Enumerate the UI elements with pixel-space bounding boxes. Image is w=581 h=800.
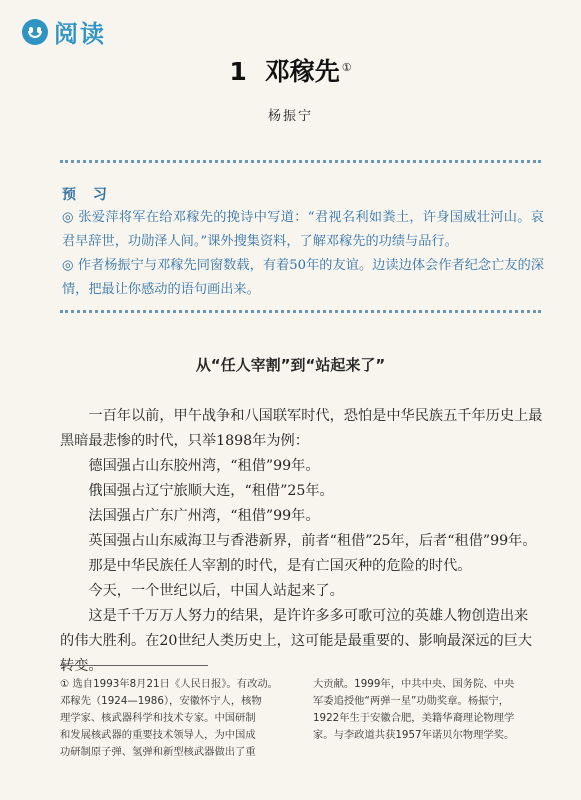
body-line: 转变。 xyxy=(60,658,103,674)
preview-item-1: ◎ 张爱萍将军在给邓稼先的挽诗中写道：“君视名利如粪土，许身国威壮河山。哀君早辞世，功勋泽人间。”课外搜集资料，了解邓稼先的功绩与品行。 xyxy=(62,210,544,249)
body-line: 英国强占山东威海卫与香港新界，前者“租借”25年，后者“租借”99年。 xyxy=(60,533,537,549)
body-line: 一百年以前，甲午战争和八国联军时代，恐怕是中华民族五千年历史上最 xyxy=(60,408,543,424)
footnote-line: 家。与李政道共获1957年诺贝尔物理学奖。 xyxy=(313,729,515,741)
section-heading: 从“任人宰割”到“站起来了” xyxy=(195,356,386,374)
body-line: 的伟大胜利。在20世纪人类历史上，这可能是最重要的、影响最深远的巨大 xyxy=(60,633,533,649)
body-line: 德国强占山东胶州湾，“租借”99年。 xyxy=(60,458,320,474)
footnote-line: 理学家、核武器科学和技术专家。中国研制 xyxy=(60,712,256,724)
body-line: 这是千千万万人努力的结果，是许许多多可歌可泣的英雄人物创造出来 xyxy=(60,608,529,624)
footnote-line: 功研制原子弹、氢弹和新型核武器做出了重 xyxy=(60,746,256,758)
smiley-icon xyxy=(22,19,48,45)
footnote-line: 1922年生于安徽合肥，美籍华裔理论物理学 xyxy=(313,712,515,724)
body-line: 黑暗最悲惨的时代，只举1898年为例： xyxy=(60,433,309,449)
lesson-title xyxy=(0,52,581,88)
preview-heading: 预 习 xyxy=(62,187,113,203)
dotted-divider-top xyxy=(60,160,541,163)
footnote-line: 邓稼先（1924—1986），安徽怀宁人，核物 xyxy=(60,695,262,707)
footnote-line: ① 选自1993年8月21日《人民日报》。有改动。 xyxy=(60,678,278,690)
reading-section-header xyxy=(22,14,106,49)
footnote-rule xyxy=(60,665,208,666)
author-name: 杨振宁 xyxy=(267,109,313,124)
dotted-divider-bottom xyxy=(60,310,541,313)
footnote-marker[interactable]: ① xyxy=(341,60,352,74)
footnote-line: 大贡献。1999年，中共中央、国务院、中央 xyxy=(313,678,515,690)
body-line: 那是中华民族任人宰割的时代，是有亡国灭种的危险的时代。 xyxy=(60,558,472,574)
footnote-line: 和发展核武器的重要技术领导人，为中国成 xyxy=(60,729,256,741)
body-line: 俄国强占辽宁旅顺大连，“租借”25年。 xyxy=(60,483,334,499)
preview-item-2: ◎ 作者杨振宁与邓稼先同窗数载，有着50年的友谊。边读边体会作者纪念亡友的深情，把最让你感动的语句画出来。 xyxy=(62,258,544,297)
body-line: 法国强占广东广州湾，“租借”99年。 xyxy=(60,508,320,524)
reading-label: 阅读 xyxy=(54,20,106,48)
body-line: 今天，一个世纪以后，中国人站起来了。 xyxy=(60,583,344,599)
lesson-number: 1 xyxy=(229,57,247,86)
lesson-title-text: 邓稼先 xyxy=(264,57,340,86)
footnote-line: 军委追授他“两弹一星”功勋奖章。杨振宁， xyxy=(313,695,510,707)
